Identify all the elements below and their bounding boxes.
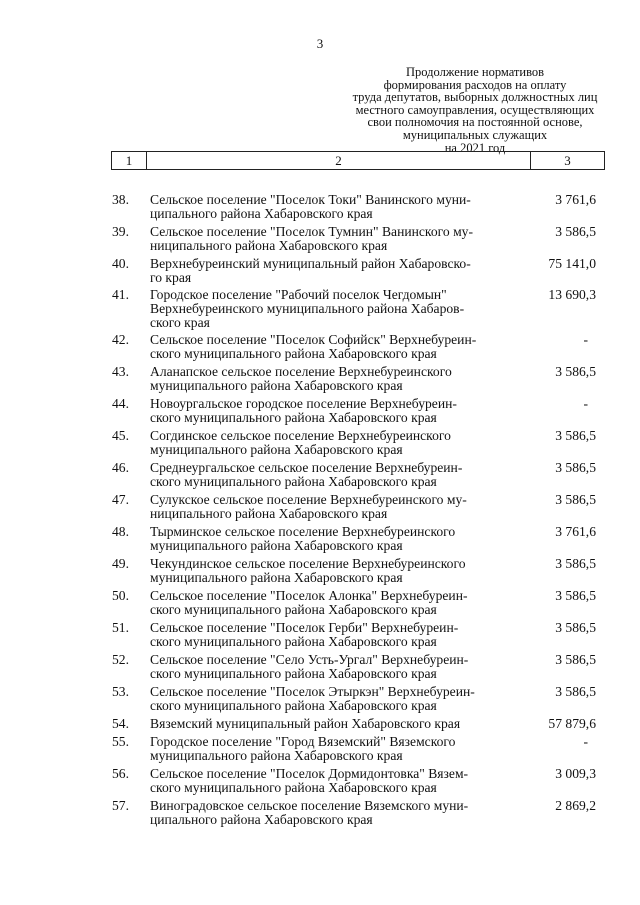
table-row (0, 493, 640, 525)
row-value: 3 586,5 (555, 620, 596, 635)
row-value: 13 690,3 (548, 287, 596, 302)
row-name-line: ниципального района Хабаровского края (150, 238, 388, 254)
row-value: - (583, 396, 588, 411)
row-name-line: Верхнебуреинского муниципального района Хабаров- (150, 301, 465, 317)
row-number: 42. (112, 332, 129, 347)
table-row (0, 397, 640, 429)
row-name-line: Сельское поселение "Поселок Софийск" Верхнебуреин- (150, 332, 477, 347)
heading-line: муниципальных служащих (402, 127, 548, 142)
row-name-line: ского муниципального района Хабаровского края (150, 634, 437, 650)
heading-line: местного самоуправления, осуществляющих (355, 102, 595, 117)
row-name-line: муниципального района Хабаровского края (150, 538, 403, 554)
row-value: 2 869,2 (555, 798, 596, 813)
column-header-name: 2 (147, 152, 531, 169)
row-name (150, 589, 520, 617)
row-name (150, 397, 520, 425)
table-row (0, 365, 640, 397)
row-value: 3 586,5 (555, 364, 596, 379)
row-name (150, 493, 520, 521)
table-row (0, 525, 640, 557)
table-row (0, 799, 640, 831)
row-name-line: ского края (150, 315, 210, 331)
row-name (150, 288, 520, 331)
row-name (150, 717, 520, 731)
table-row (0, 767, 640, 799)
row-number: 45. (112, 428, 129, 443)
row-name-line: Верхнебуреинский муниципальный район Хабаровско- (150, 256, 471, 271)
table-row (0, 685, 640, 717)
row-number: 55. (112, 734, 129, 749)
row-name (150, 257, 520, 285)
row-name-line: Виноградовское сельское поселение Вяземского муни- (150, 798, 469, 813)
column-header-row (111, 151, 605, 170)
table-row (0, 225, 640, 257)
row-name (150, 193, 520, 221)
column-header-value: 3 (564, 152, 571, 168)
row-number: 56. (112, 766, 129, 781)
row-number: 52. (112, 652, 129, 667)
row-name-line: Сельское поселение "Поселок Этыркэн" Верхнебуреин- (150, 684, 475, 699)
row-number: 44. (112, 396, 129, 411)
row-number: 39. (112, 224, 129, 239)
row-name-line: Городское поселение "Рабочий поселок Чегдомын" (150, 287, 447, 302)
row-name-line: Сельское поселение "Поселок Герби" Верхнебуреин- (150, 620, 459, 635)
table-row (0, 621, 640, 653)
row-name (150, 461, 520, 489)
row-name-line: Сельское поселение "Поселок Токи" Ванинского муни- (150, 192, 471, 207)
row-name (150, 653, 520, 681)
row-name-line: Среднеургальское сельское поселение Верхнебуреин- (150, 460, 463, 475)
row-name-line: Сельское поселение "Село Усть-Ургал" Верхнебуреин- (150, 652, 469, 667)
row-value: 3 009,3 (555, 766, 596, 781)
row-name-line: ского муниципального района Хабаровского края (150, 780, 437, 796)
row-number: 38. (112, 192, 129, 207)
row-name (150, 333, 520, 361)
row-value: 3 586,5 (555, 588, 596, 603)
row-name-line: Сельское поселение "Поселок Тумнин" Ванинского му- (150, 224, 473, 239)
row-value: 3 586,5 (555, 556, 596, 571)
row-name (150, 429, 520, 457)
row-value: - (583, 734, 588, 749)
row-name-line: Согдинское сельское поселение Верхнебуреинского (150, 428, 451, 443)
row-name-line: Вяземский муниципальный район Хабаровского края (150, 716, 461, 731)
table-row (0, 461, 640, 493)
heading-line: формирования расходов на оплату (383, 77, 567, 92)
table-row (0, 333, 640, 365)
row-name-line: Сельское поселение "Поселок Алонка" Верхнебуреин- (150, 588, 468, 603)
row-name (150, 621, 520, 649)
row-value: - (583, 332, 588, 347)
row-number: 40. (112, 256, 129, 271)
row-name-line: ципального района Хабаровского края (150, 206, 373, 222)
heading-line: на 2021 год (444, 140, 506, 155)
row-name-line: Новоургальское городское поселение Верхнебуреин- (150, 396, 457, 411)
row-name-line: ского муниципального района Хабаровского края (150, 666, 437, 682)
row-number: 50. (112, 588, 129, 603)
row-number: 53. (112, 684, 129, 699)
row-name-line: Сулукское сельское поселение Верхнебуреинского му- (150, 492, 467, 507)
table-row (0, 717, 640, 735)
row-number: 48. (112, 524, 129, 539)
table-body (0, 193, 640, 831)
row-value: 75 141,0 (548, 256, 596, 271)
table-row (0, 257, 640, 288)
row-value: 3 586,5 (555, 492, 596, 507)
row-number: 46. (112, 460, 129, 475)
row-number: 49. (112, 556, 129, 571)
row-name (150, 557, 520, 585)
table-row (0, 193, 640, 225)
row-name (150, 735, 520, 763)
row-name-line: ципального района Хабаровского края (150, 812, 373, 828)
row-value: 3 586,5 (555, 652, 596, 667)
row-name-line: муниципального района Хабаровского края (150, 570, 403, 586)
table-row (0, 288, 640, 333)
column-header-number: 1 (112, 152, 147, 169)
row-value: 3 761,6 (555, 192, 596, 207)
row-name-line: ского муниципального района Хабаровского края (150, 410, 437, 426)
row-value: 3 761,6 (555, 524, 596, 539)
row-name-line: Аланапское сельское поселение Верхнебуреинского (150, 364, 452, 379)
page-number: 3 (316, 36, 324, 51)
row-name (150, 365, 520, 393)
row-name-line: ского муниципального района Хабаровского края (150, 602, 437, 618)
table-heading (330, 66, 620, 154)
row-value: 3 586,5 (555, 428, 596, 443)
row-value: 3 586,5 (555, 684, 596, 699)
row-name-line: ского муниципального района Хабаровского края (150, 346, 437, 362)
row-name (150, 525, 520, 553)
row-number: 47. (112, 492, 129, 507)
row-name-line: муниципального района Хабаровского края (150, 442, 403, 458)
row-value: 57 879,6 (548, 716, 596, 731)
row-name-line: Городское поселение "Город Вяземский" Вяземского (150, 734, 456, 749)
row-number: 54. (112, 716, 129, 731)
row-name-line: го края (150, 270, 192, 286)
row-name (150, 685, 520, 713)
heading-line: труда депутатов, выборных должностных лиц (352, 90, 598, 105)
row-name-line: муниципального района Хабаровского края (150, 748, 403, 764)
row-name-line: Чекундинское сельское поселение Верхнебуреинского (150, 556, 466, 571)
row-name (150, 767, 520, 795)
row-number: 57. (112, 798, 129, 813)
row-name (150, 225, 520, 253)
row-value: 3 586,5 (555, 224, 596, 239)
table-row (0, 735, 640, 767)
row-number: 43. (112, 364, 129, 379)
row-value: 3 586,5 (555, 460, 596, 475)
row-number: 51. (112, 620, 129, 635)
row-number: 41. (112, 287, 129, 302)
heading-line: Продолжение нормативов (405, 65, 545, 79)
table-row (0, 557, 640, 589)
row-name-line: муниципального района Хабаровского края (150, 378, 403, 394)
row-name (150, 799, 520, 827)
row-name-line: Тырминское сельское поселение Верхнебуреинского (150, 524, 456, 539)
table-row (0, 429, 640, 461)
table-row (0, 653, 640, 685)
row-name-line: ского муниципального района Хабаровского края (150, 474, 437, 490)
row-name-line: ского муниципального района Хабаровского края (150, 698, 437, 714)
row-name-line: ниципального района Хабаровского края (150, 506, 388, 522)
row-name-line: Сельское поселение "Поселок Дормидонтовка" Вязем- (150, 766, 469, 781)
heading-line: свои полномочия на постоянной основе, (367, 115, 583, 130)
table-row (0, 589, 640, 621)
